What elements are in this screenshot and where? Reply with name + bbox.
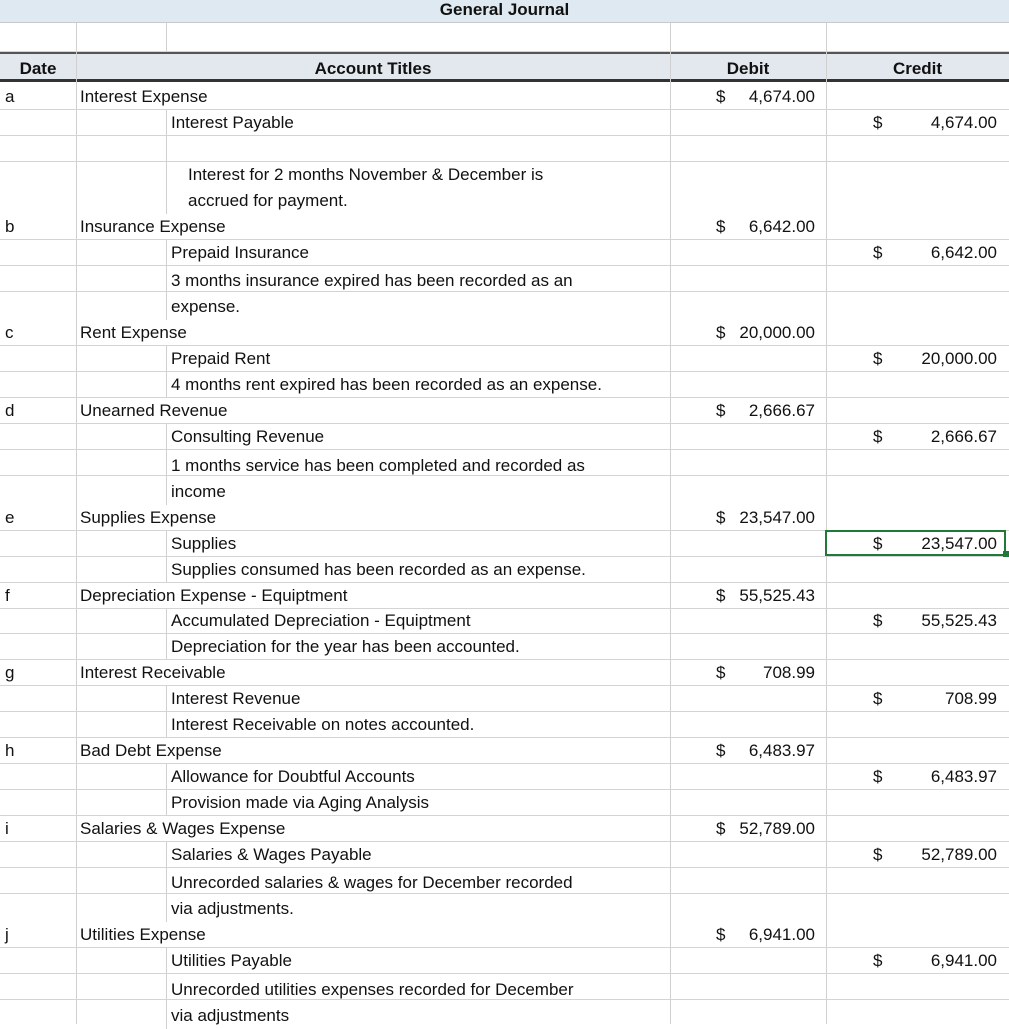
description-line: Depreciation for the year has been accounted. <box>171 637 520 656</box>
description-line: 1 months service has been completed and recorded as <box>171 456 585 475</box>
credit-currency: $ <box>873 845 883 864</box>
credit-currency: $ <box>873 951 883 970</box>
entry-description <box>171 870 573 922</box>
credit-amount: 52,789.00 <box>921 845 997 864</box>
debit-amount: 2,666.67 <box>748 401 815 420</box>
blank-row[interactable] <box>0 23 1009 52</box>
column-divider <box>826 23 827 1024</box>
entry-letter: j <box>5 925 9 944</box>
column-divider <box>76 23 77 1024</box>
credit-currency: $ <box>873 113 883 132</box>
row-divider <box>0 867 1009 868</box>
debit-account-title: Salaries & Wages Expense <box>80 819 286 838</box>
description-line: income <box>171 482 226 501</box>
row-divider <box>0 973 1009 974</box>
entry-description <box>171 977 574 1029</box>
column-divider <box>166 23 167 52</box>
entry-letter: b <box>5 217 15 236</box>
debit-currency: $ <box>716 217 726 236</box>
credit-account-title: Interest Payable <box>171 113 294 132</box>
debit-currency: $ <box>716 663 726 682</box>
credit-currency: $ <box>873 349 883 368</box>
credit-account-title: Consulting Revenue <box>171 427 325 446</box>
credit-amount: 6,941.00 <box>930 951 997 970</box>
debit-amount: 6,642.00 <box>748 217 815 236</box>
credit-currency: $ <box>873 767 883 786</box>
debit-account-title: Depreciation Expense - Equiptment <box>80 586 348 605</box>
indent-divider <box>166 948 167 1029</box>
debit-account-title: Interest Expense <box>80 87 208 106</box>
credit-amount: 6,642.00 <box>930 243 997 262</box>
description-line: accrued for payment. <box>188 191 348 210</box>
row-divider <box>0 239 1009 240</box>
credit-currency: $ <box>873 427 883 446</box>
debit-account-title: Supplies Expense <box>80 508 217 527</box>
entry-letter: e <box>5 508 15 527</box>
row-divider <box>0 841 1009 842</box>
indent-divider <box>166 424 167 505</box>
credit-currency: $ <box>873 689 883 708</box>
debit-currency: $ <box>716 87 726 106</box>
credit-account-title: Supplies <box>171 534 237 553</box>
row-divider <box>0 947 1009 948</box>
debit-currency: $ <box>716 586 726 605</box>
fill-handle[interactable] <box>1003 551 1009 557</box>
row-divider <box>0 685 1009 686</box>
row-divider <box>0 109 1009 110</box>
credit-amount: 55,525.43 <box>921 611 997 630</box>
entry-description <box>188 162 543 214</box>
description-line: via adjustments <box>171 1006 290 1025</box>
debit-amount: 20,000.00 <box>739 323 815 342</box>
entry-description <box>171 557 586 583</box>
credit-currency: $ <box>873 243 883 262</box>
debit-account-title: Insurance Expense <box>80 217 226 236</box>
credit-amount: 2,666.67 <box>930 427 997 446</box>
debit-currency: $ <box>716 741 726 760</box>
description-line: via adjustments. <box>171 899 294 918</box>
row-divider <box>0 737 1009 738</box>
entry-letter: c <box>5 323 14 342</box>
entry-letter: f <box>5 586 10 605</box>
indent-divider <box>166 531 167 583</box>
entry-description <box>171 268 573 320</box>
credit-amount: 4,674.00 <box>930 113 997 132</box>
header-row <box>0 52 1009 82</box>
header-debit[interactable]: Debit <box>726 59 770 78</box>
debit-amount: 52,789.00 <box>739 819 815 838</box>
credit-account-title: Prepaid Insurance <box>171 243 309 262</box>
debit-currency: $ <box>716 819 726 838</box>
row-divider <box>0 608 1009 609</box>
row-divider <box>0 265 1009 266</box>
row-divider <box>0 815 1009 816</box>
column-divider <box>670 23 671 1024</box>
credit-amount: 20,000.00 <box>921 349 997 368</box>
row-divider <box>0 789 1009 790</box>
description-line: Interest for 2 months November & December is <box>188 165 544 184</box>
selected-cell[interactable] <box>825 530 1006 556</box>
debit-account-title: Bad Debt Expense <box>80 741 222 760</box>
credit-currency: $ <box>873 534 883 553</box>
indent-divider <box>166 842 167 922</box>
indent-divider <box>166 608 167 660</box>
debit-amount: 708.99 <box>763 663 815 682</box>
entry-description <box>171 712 474 738</box>
entry-description <box>171 372 602 398</box>
entry-letter: a <box>5 87 15 106</box>
debit-amount: 6,941.00 <box>748 925 815 944</box>
debit-amount: 23,547.00 <box>739 508 815 527</box>
debit-currency: $ <box>716 401 726 420</box>
debit-amount: 4,674.00 <box>748 87 815 106</box>
debit-currency: $ <box>716 323 726 342</box>
sheet-title: General Journal <box>439 0 570 19</box>
debit-currency: $ <box>716 925 726 944</box>
credit-account-title: Accumulated Depreciation - Equiptment <box>171 611 471 630</box>
description-line: Provision made via Aging Analysis <box>171 793 429 812</box>
indent-divider <box>166 346 167 398</box>
credit-account-title: Interest Revenue <box>171 689 301 708</box>
credit-account-title: Salaries & Wages Payable <box>171 845 372 864</box>
row-divider <box>0 711 1009 712</box>
debit-currency: $ <box>716 508 726 527</box>
indent-divider <box>166 764 167 816</box>
row-divider <box>0 449 1009 450</box>
entry-letter: h <box>5 741 15 760</box>
entry-description <box>171 453 585 505</box>
debit-account-title: Utilities Expense <box>80 925 206 944</box>
description-line: 3 months insurance expired has been recorded as an <box>171 271 573 290</box>
indent-divider <box>166 240 167 320</box>
header-account-titles[interactable]: Account Titles <box>314 59 432 78</box>
description-line: 4 months rent expired has been recorded as an expense. <box>171 375 602 394</box>
debit-account-title: Unearned Revenue <box>80 401 228 420</box>
header-date[interactable]: Date <box>19 59 57 78</box>
credit-currency: $ <box>873 611 883 630</box>
indent-divider <box>166 110 167 214</box>
description-line: Supplies consumed has been recorded as an expense. <box>171 560 586 579</box>
credit-amount: 708.99 <box>945 689 997 708</box>
description-line: expense. <box>171 297 240 316</box>
credit-account-title: Prepaid Rent <box>171 349 271 368</box>
row-divider <box>0 763 1009 764</box>
entry-description <box>171 634 520 660</box>
debit-amount: 55,525.43 <box>739 586 815 605</box>
header-credit[interactable]: Credit <box>892 59 943 78</box>
row-divider <box>0 135 1009 136</box>
debit-amount: 6,483.97 <box>748 741 815 760</box>
description-line: Unrecorded utilities expenses recorded for December <box>171 980 574 999</box>
entry-letter: i <box>5 819 9 838</box>
debit-account-title: Rent Expense <box>80 323 187 342</box>
credit-amount: 23,547.00 <box>921 534 997 553</box>
entry-description <box>171 790 429 816</box>
debit-account-title: Interest Receivable <box>80 663 226 682</box>
entry-letter: g <box>5 663 15 682</box>
credit-account-title: Allowance for Doubtful Accounts <box>171 767 415 786</box>
indent-divider <box>166 686 167 738</box>
row-divider <box>0 345 1009 346</box>
entry-letter: d <box>5 401 15 420</box>
row-divider <box>0 423 1009 424</box>
credit-amount: 6,483.97 <box>930 767 997 786</box>
credit-account-title: Utilities Payable <box>171 951 292 970</box>
description-line: Unrecorded salaries & wages for December recorded <box>171 873 573 892</box>
description-line: Interest Receivable on notes accounted. <box>171 715 475 734</box>
